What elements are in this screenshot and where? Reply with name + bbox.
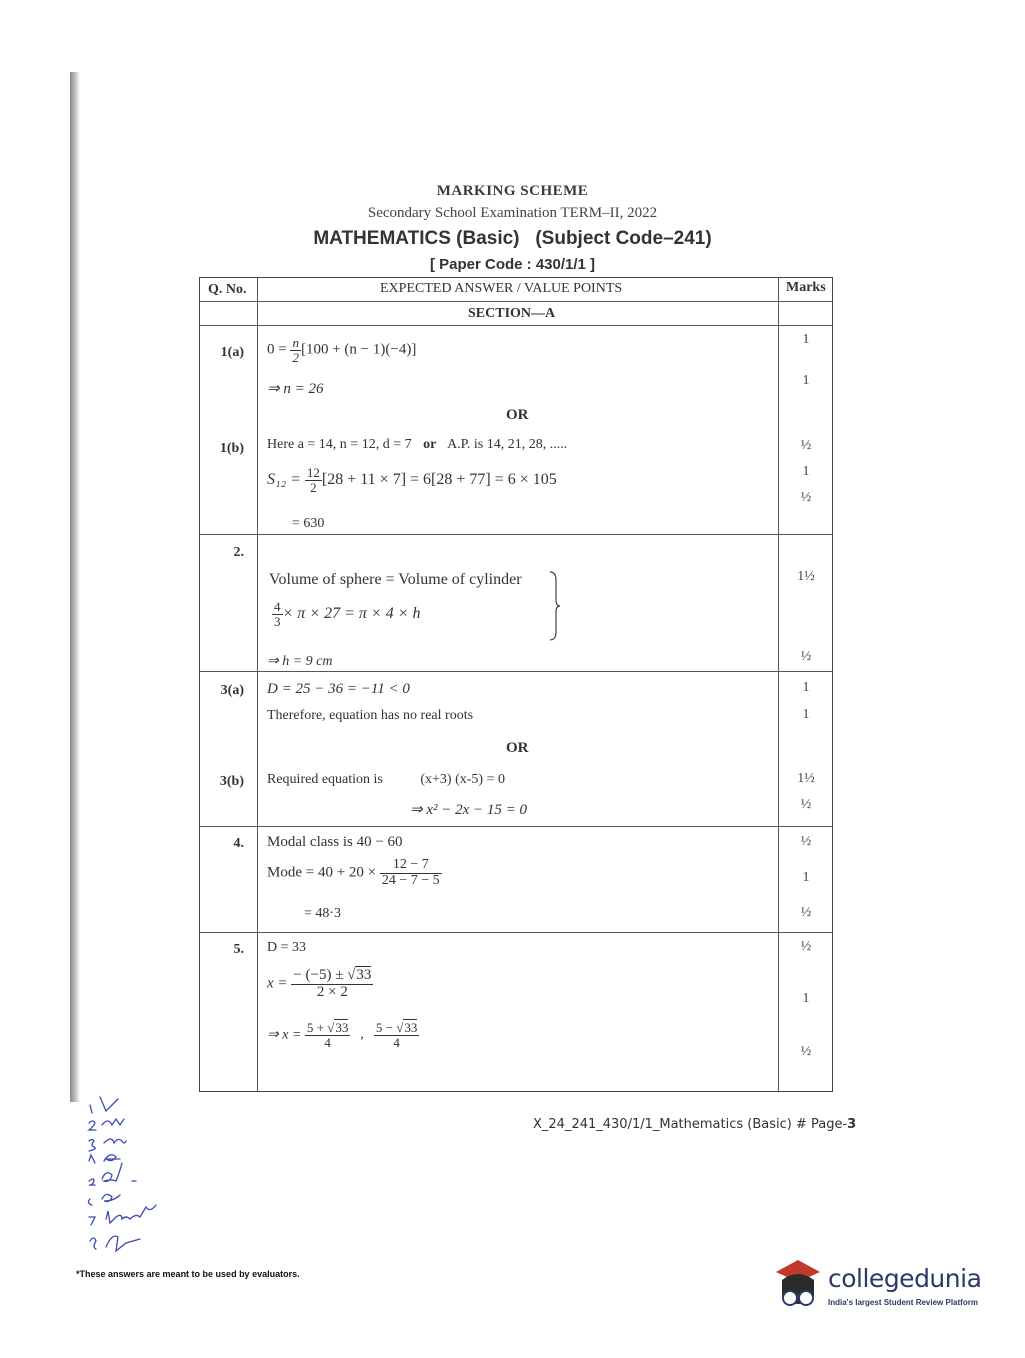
row-divider-q5 xyxy=(200,932,832,933)
q3a-discriminant: D = 25 − 36 = −11 < 0 xyxy=(267,681,410,697)
marks: 1½ xyxy=(797,771,815,786)
marks: 1 xyxy=(802,707,810,722)
brace-icon xyxy=(548,570,562,642)
q3b-statement: Required equation is (x+3) (x-5) = 0 xyxy=(267,772,505,787)
answer-table xyxy=(199,277,833,1092)
marks: ½ xyxy=(800,797,812,812)
marks: 1 xyxy=(802,991,810,1006)
q-number: 5. xyxy=(233,942,244,957)
q5-quadratic-formula: x = $\frac{- (-5) \pm √33}{2 \times 2}$ xyxy=(267,967,372,1000)
q2-equation: $\frac{4}{3}$ × π × 27 = π × 4 × h xyxy=(274,599,421,629)
q5-roots: ⇒ x = $\frac{5 + √33}{4}$ , $\frac{5 - √33}{4}$ xyxy=(267,1020,418,1050)
evaluator-note: *These answers are meant to be used by evaluators. xyxy=(76,1269,300,1279)
q-number: 1(b) xyxy=(219,441,244,456)
marks: 1 xyxy=(802,464,810,479)
q1a-result: ⇒ n = 26 xyxy=(267,381,324,397)
q4-mode-formula: Mode = 40 + 20 × $\frac{12 - 7}{24 - 7 - 5}$ xyxy=(267,857,440,888)
q-number: 3(a) xyxy=(220,683,244,698)
q-number: 1(a) xyxy=(220,345,244,360)
fraction: $\frac{- (-5) \pm √33}{2 \times 2}$ xyxy=(293,967,372,1000)
row-divider-q2 xyxy=(200,534,832,535)
q1b-result: = 630 xyxy=(292,516,325,531)
scan-edge xyxy=(70,72,80,1102)
marks: 1 xyxy=(802,870,810,885)
q5-discriminant: D = 33 xyxy=(267,940,307,955)
q3a-conclusion: Therefore, equation has no real roots xyxy=(267,708,474,723)
marks: ½ xyxy=(800,649,812,664)
exam-name: Secondary School Examination TERM–II, 2022 xyxy=(367,205,658,221)
q2-statement: Volume of sphere = Volume of cylinder xyxy=(269,571,522,588)
col-header-qno: Q. No. xyxy=(208,282,247,297)
marks: 1 xyxy=(802,373,810,388)
section-title: SECTION—A xyxy=(468,306,556,321)
brand-name: collegedunia xyxy=(828,1264,982,1293)
brand-tagline: India's largest Student Review Platform xyxy=(828,1298,978,1307)
fraction: $\frac{4}{3}$ xyxy=(274,599,281,629)
q4-result: = 48·3 xyxy=(304,906,342,921)
q1b-equation: S₁₂ = $\frac{12}{2}$ [28 + 11 × 7] = 6[28 + 77] = 6 × 105 xyxy=(267,465,557,495)
q4-modal-class: Modal class is 40 − 60 xyxy=(267,834,403,850)
section-divider xyxy=(200,325,832,326)
q-number: 4. xyxy=(233,836,244,851)
fraction: $\frac{5 + √33}{4}$ xyxy=(306,1020,349,1050)
fraction: $\frac{n}{2}$ xyxy=(292,335,299,365)
paper-code: [ Paper Code : 430/1/1 ] xyxy=(429,256,596,273)
col-divider-1 xyxy=(257,278,258,1091)
row-divider-q3 xyxy=(200,671,832,672)
page-footer-code: X_24_241_430/1/1_Mathematics (Basic) # Page-3 xyxy=(533,1117,857,1132)
q-number: 2. xyxy=(233,545,244,560)
q1b-given: Here a = 14, n = 12, d = 7 or A.P. is 14, 21, 28, ..... xyxy=(267,437,568,452)
or-divider: OR xyxy=(506,740,529,756)
collegedunia-logo xyxy=(770,1258,1000,1318)
handwritten-evaluator-marks-icon xyxy=(86,1095,196,1260)
marks: 1 xyxy=(802,680,810,695)
q-number: 3(b) xyxy=(219,774,244,789)
header-divider xyxy=(200,301,832,302)
q3b-result: ⇒ x² − 2x − 15 = 0 xyxy=(410,802,527,818)
q1a-equation: 0 = $\frac{n}{2}$ [100 + (n − 1)(−4)] xyxy=(267,335,417,365)
mascot-icon xyxy=(770,1258,826,1318)
marks: 1½ xyxy=(797,569,815,584)
col-header-marks: Marks xyxy=(786,280,826,295)
col-divider-2 xyxy=(778,278,779,1091)
fraction: $\frac{12 - 7}{24 - 7 - 5}$ xyxy=(381,857,440,888)
subject-title: MATHEMATICS (Basic) (Subject Code–241) xyxy=(313,228,712,249)
marks: ½ xyxy=(800,905,812,920)
col-header-answer: EXPECTED ANSWER / VALUE POINTS xyxy=(380,281,623,296)
q2-result: ⇒ h = 9 cm xyxy=(267,654,333,669)
fraction: $\frac{5 - √33}{4}$ xyxy=(375,1020,418,1050)
or-divider: OR xyxy=(506,407,529,423)
marks: ½ xyxy=(800,834,812,849)
marks: ½ xyxy=(800,438,812,453)
marking-scheme-title: MARKING SCHEME xyxy=(436,183,589,199)
marks: 1 xyxy=(802,332,810,347)
marks: ½ xyxy=(800,490,812,505)
marks: ½ xyxy=(800,1044,812,1059)
row-divider-q4 xyxy=(200,826,832,827)
fraction: $\frac{12}{2}$ xyxy=(306,465,320,495)
marks: ½ xyxy=(800,939,812,954)
